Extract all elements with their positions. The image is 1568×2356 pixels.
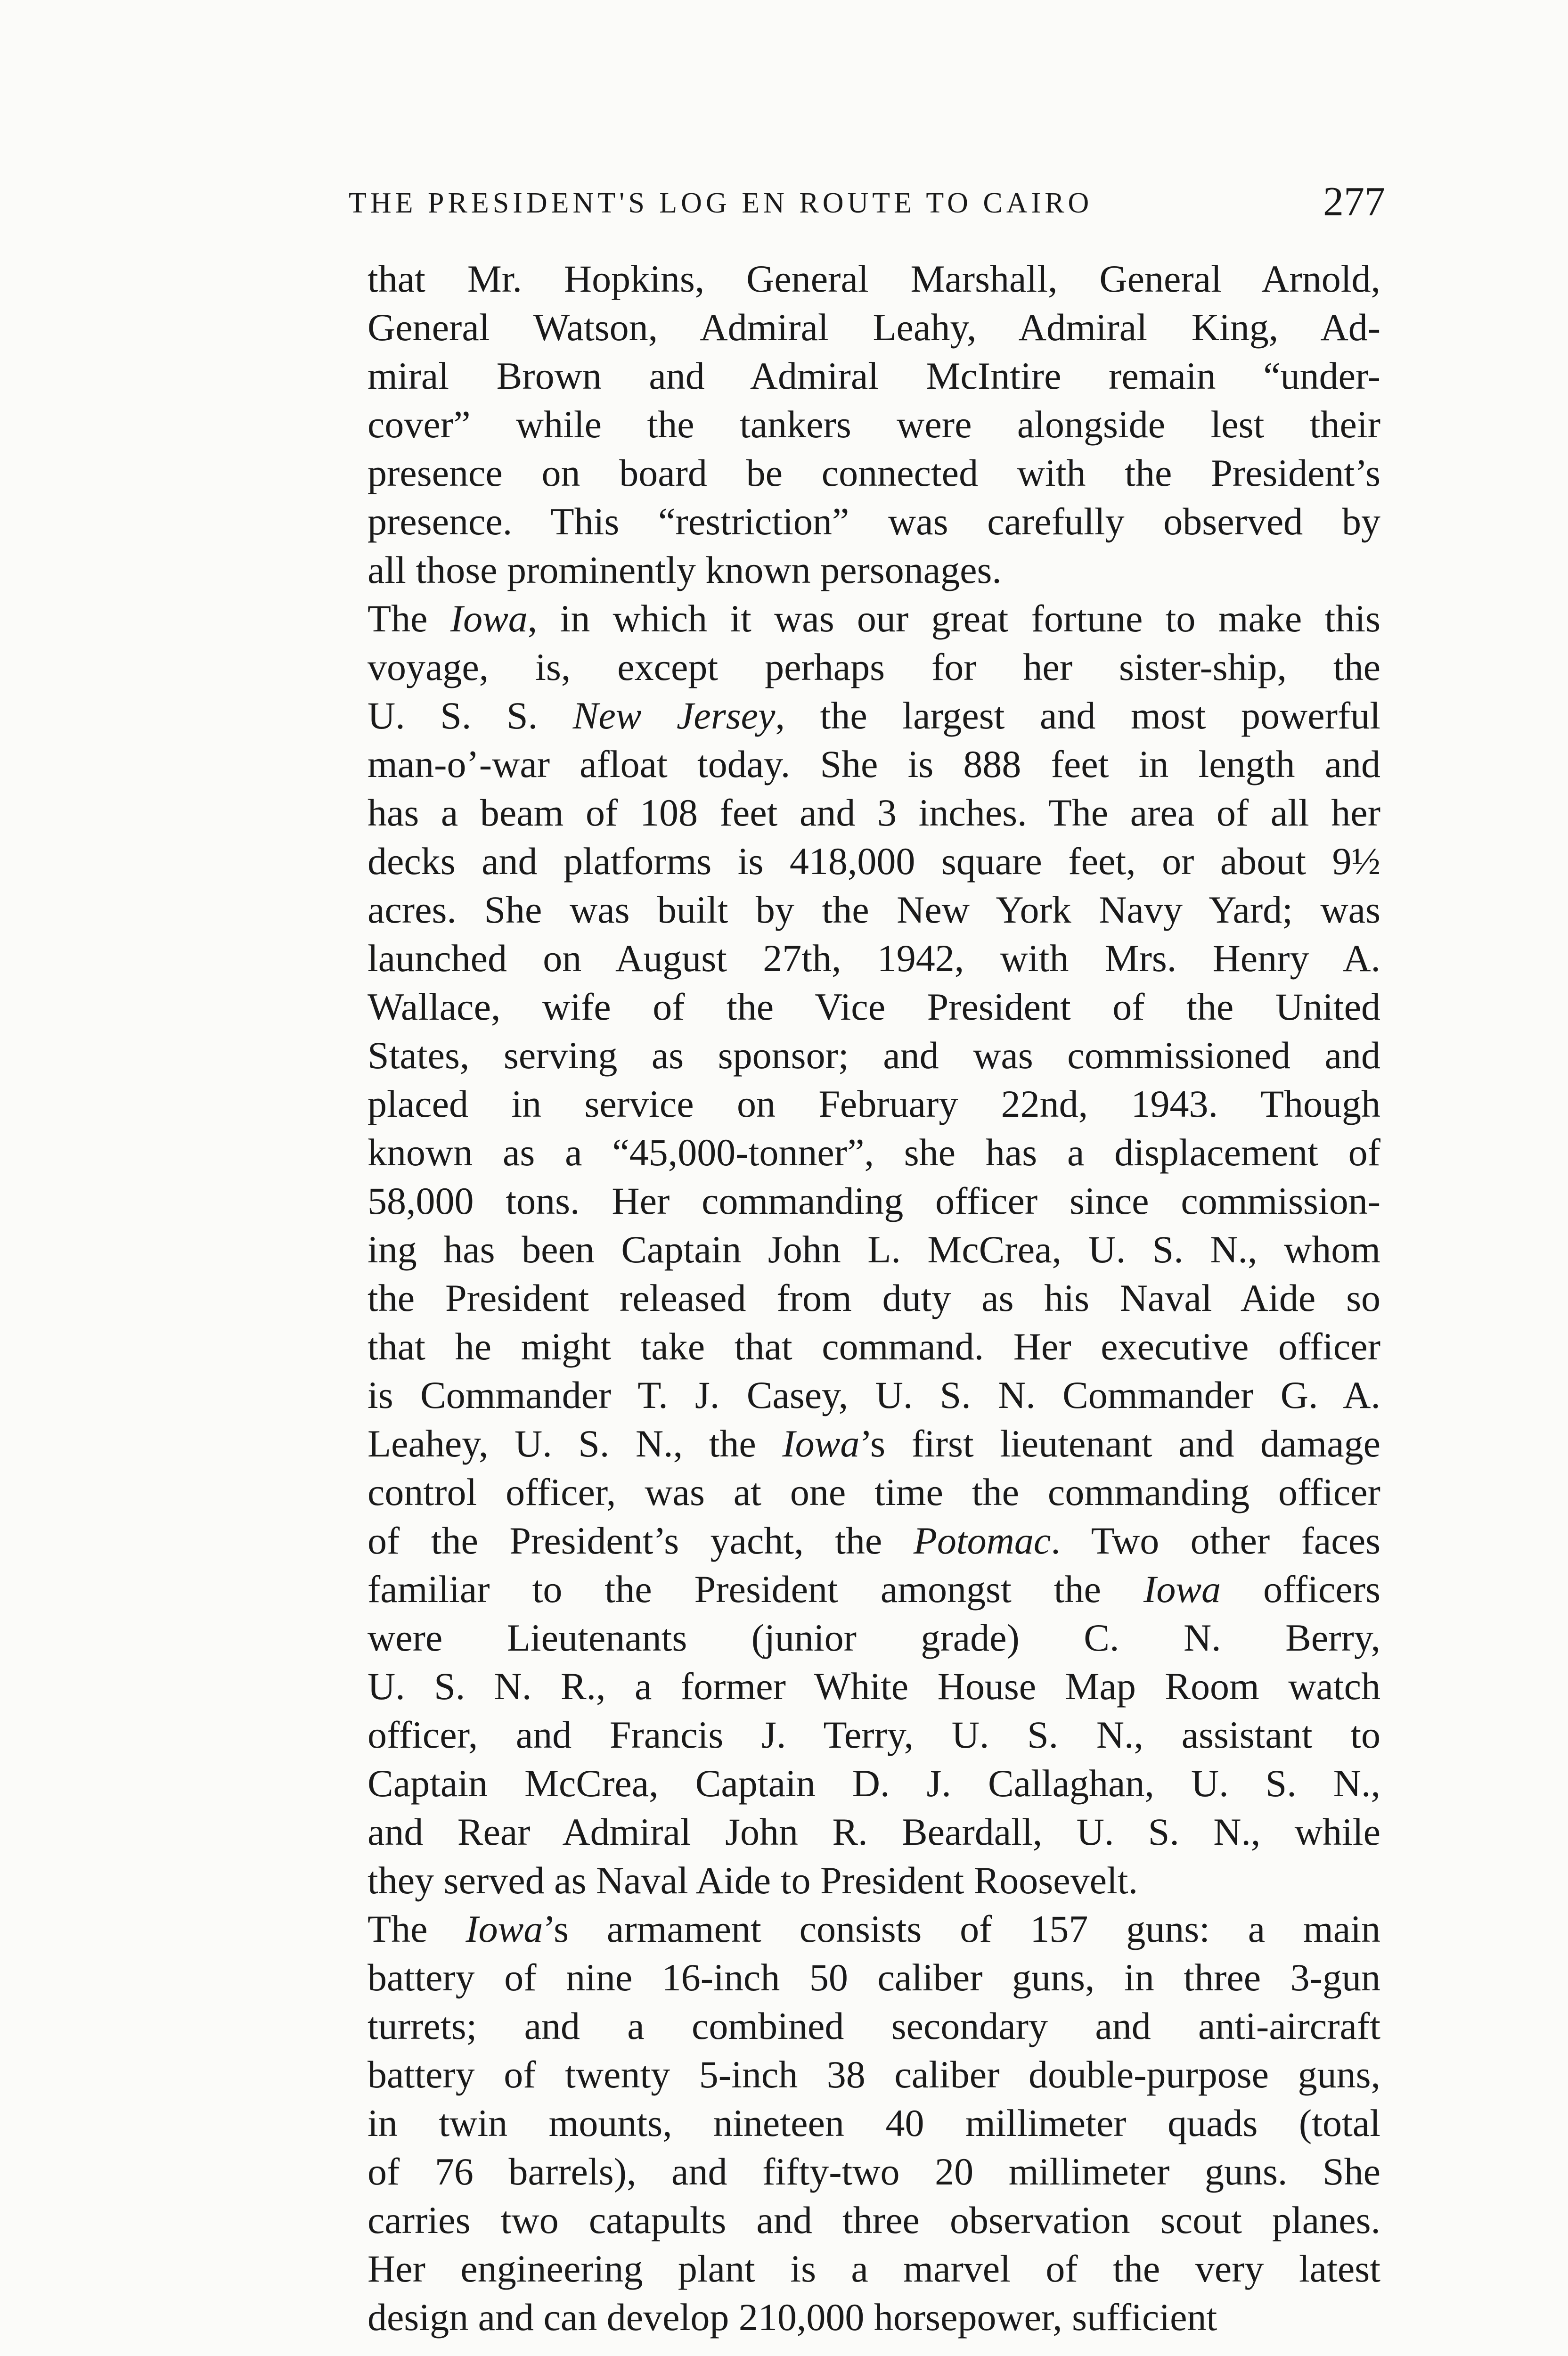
text-line: voyage, is, except perhaps for her sister-ship, the <box>368 646 1380 688</box>
text-line: battery of nine 16-inch 50 caliber guns, in three 3-gun <box>368 1956 1380 1999</box>
text-line: all those prominently known personages. <box>368 548 1002 591</box>
text-line <box>368 1516 1380 1565</box>
running-title: THE PRESIDENT'S LOG EN ROUTE TO CAIRO <box>349 187 1093 219</box>
running-head <box>349 178 1385 230</box>
text-line <box>368 691 1380 740</box>
body-text <box>368 254 1380 2341</box>
text-segment: The <box>368 597 450 640</box>
text-segment: familiar to the President amongst the <box>368 1568 1144 1611</box>
text-segment: , in which it was our great fortune to make this <box>527 597 1380 640</box>
text-segment: ’s armament consists of 157 guns: a main <box>543 1907 1380 1950</box>
italic-name: Iowa <box>450 597 528 640</box>
text-line: 58,000 tons. Her commanding officer since commission- <box>368 1179 1380 1222</box>
text-line: is Commander T. J. Casey, U. S. N. Commander G. A. <box>368 1374 1380 1416</box>
text-line: that he might take that command. Her executive officer <box>368 1325 1380 1368</box>
text-line <box>368 1905 1380 1953</box>
text-line: acres. She was built by the New York Navy Yard; was <box>368 888 1380 931</box>
text-line: that Mr. Hopkins, General Marshall, General Arnold, <box>368 257 1380 300</box>
text-line: Captain McCrea, Captain D. J. Callaghan, U. S. N., <box>368 1762 1380 1805</box>
text-segment: , the largest and most powerful <box>775 694 1380 737</box>
text-line: has a beam of 108 feet and 3 inches. The area of all her <box>368 791 1380 834</box>
italic-name: Potomac <box>913 1519 1051 1562</box>
page-number: 277 <box>1323 179 1385 225</box>
text-segment: . Two other faces <box>1051 1519 1380 1562</box>
text-segment: The <box>368 1907 466 1950</box>
italic-name: Iowa <box>782 1422 860 1465</box>
italic-name: New Jersey <box>572 694 776 737</box>
text-segment: U. S. S. <box>368 694 573 737</box>
text-line: presence. This “restriction” was carefully observed by <box>368 500 1380 543</box>
text-line: cover” while the tankers were alongside lest their <box>368 403 1380 446</box>
text-line: ing has been Captain John L. McCrea, U. S. N., whom <box>368 1228 1380 1271</box>
text-line: placed in service on February 22nd, 1943. Though <box>368 1082 1380 1125</box>
text-line: Wallace, wife of the Vice President of the United <box>368 985 1380 1028</box>
text-line <box>368 594 1380 643</box>
text-segment: of the President’s yacht, the <box>368 1519 914 1562</box>
text-line: miral Brown and Admiral McIntire remain “under- <box>368 354 1380 397</box>
text-line: officer, and Francis J. Terry, U. S. N., assistant to <box>368 1713 1380 1756</box>
text-line: were Lieutenants (junior grade) C. N. Berry, <box>368 1616 1380 1659</box>
text-segment: ’s first lieutenant and damage <box>859 1422 1380 1465</box>
text-line: in twin mounts, nineteen 40 millimeter quads (total <box>368 2102 1380 2144</box>
text-line: decks and platforms is 418,000 square feet, or about 9½ <box>368 840 1380 883</box>
italic-name: Iowa <box>1143 1568 1221 1611</box>
text-line: U. S. N. R., a former White House Map Room watch <box>368 1665 1380 1708</box>
italic-name: Iowa <box>466 1907 543 1950</box>
text-line: battery of twenty 5-inch 38 caliber double-purpose guns, <box>368 2053 1380 2096</box>
text-line: control officer, was at one time the commanding officer <box>368 1471 1380 1513</box>
text-line: turrets; and a combined secondary and anti-aircraft <box>368 2004 1380 2047</box>
text-line: Her engineering plant is a marvel of the very latest <box>368 2247 1380 2290</box>
text-line: design and can develop 210,000 horsepower, sufficient <box>368 2296 1217 2339</box>
text-line: the President released from duty as his Naval Aide so <box>368 1276 1380 1319</box>
text-segment: Leahey, U. S. N., the <box>368 1422 783 1465</box>
text-line: of 76 barrels), and fifty-two 20 millimeter guns. She <box>368 2150 1380 2193</box>
text-line: presence on board be connected with the President’s <box>368 451 1380 494</box>
text-line: launched on August 27th, 1942, with Mrs. Henry A. <box>368 937 1380 980</box>
text-line: known as a “45,000-tonner”, she has a displacement of <box>368 1131 1380 1174</box>
text-line: General Watson, Admiral Leahy, Admiral King, Ad- <box>368 306 1380 349</box>
text-line <box>368 1565 1380 1613</box>
text-line: carries two catapults and three observation scout planes. <box>368 2199 1380 2241</box>
text-line: they served as Naval Aide to President Roosevelt. <box>368 1859 1138 1902</box>
text-line: States, serving as sponsor; and was commissioned and <box>368 1034 1380 1077</box>
text-line: man-o’-war afloat today. She is 888 feet in length and <box>368 743 1380 785</box>
text-segment: officers <box>1221 1568 1380 1611</box>
text-line: and Rear Admiral John R. Beardall, U. S. N., while <box>368 1810 1380 1853</box>
text-line <box>368 1419 1380 1468</box>
